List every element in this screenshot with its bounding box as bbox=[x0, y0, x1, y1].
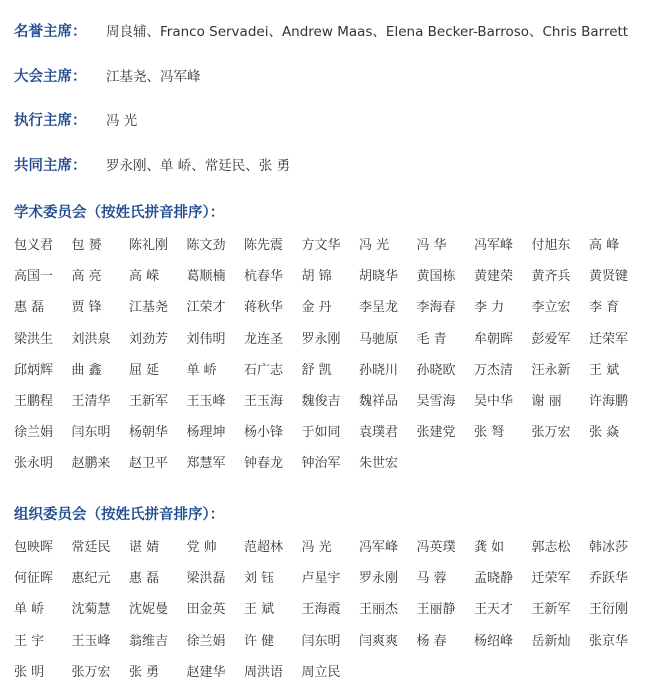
role-label: 大会主席： bbox=[14, 68, 87, 85]
member-name: 刘 钰 bbox=[244, 571, 275, 587]
member-name: 孙晓欧 bbox=[416, 362, 456, 378]
member-name: 付旭东 bbox=[531, 238, 571, 253]
role-names: 周良辅、Franco Servadei、Andrew Maas、Elena Becker-Barroso、Chris Barrett bbox=[106, 24, 629, 40]
member-name: 杨绍峰 bbox=[474, 633, 514, 649]
member-name: 钟春龙 bbox=[244, 456, 284, 472]
member-name: 单 峤 bbox=[14, 602, 45, 618]
member-name: 单 峤 bbox=[186, 362, 217, 378]
member-name: 沈菊慧 bbox=[71, 602, 111, 618]
member-name: 高 峰 bbox=[589, 238, 620, 253]
member-name: 黄建荣 bbox=[474, 269, 514, 285]
member-name: 谌 婧 bbox=[129, 540, 160, 555]
member-name: 高国一 bbox=[14, 269, 54, 285]
member-name: 张万宏 bbox=[531, 425, 571, 441]
member-name: 龙连圣 bbox=[244, 331, 284, 347]
member-name: 郭志松 bbox=[531, 540, 571, 555]
member-name: 谢 丽 bbox=[531, 393, 562, 409]
member-name: 党 帅 bbox=[186, 540, 217, 555]
member-name: 闫东明 bbox=[71, 425, 111, 441]
member-name: 张永明 bbox=[14, 456, 54, 472]
member-name: 金 丹 bbox=[301, 300, 332, 316]
member-name: 王 宇 bbox=[14, 633, 45, 649]
member-name: 韩冰莎 bbox=[589, 540, 629, 555]
member-name: 钟治军 bbox=[301, 456, 341, 472]
member-name: 杨朝华 bbox=[129, 425, 169, 441]
member-name: 王海霞 bbox=[301, 602, 341, 618]
member-name: 卢星宇 bbox=[301, 571, 341, 587]
member-name: 冯 光 bbox=[301, 540, 332, 555]
member-name: 胡晓华 bbox=[359, 269, 399, 285]
member-name: 惠纪元 bbox=[71, 571, 111, 587]
member-name: 李 力 bbox=[474, 300, 505, 316]
member-name: 冯 华 bbox=[416, 238, 447, 253]
member-name: 刘伟明 bbox=[186, 331, 226, 347]
role-names: 江基尧、冯军峰 bbox=[106, 69, 201, 85]
member-name: 蒋秋华 bbox=[244, 300, 284, 316]
member-name: 岳新灿 bbox=[531, 633, 571, 649]
member-name: 罗永刚 bbox=[301, 331, 341, 347]
member-name: 赵卫平 bbox=[129, 456, 169, 472]
member-name: 冯英璞 bbox=[416, 540, 456, 555]
member-name: 迁荣军 bbox=[589, 331, 629, 347]
role-honorary-chair bbox=[14, 19, 628, 41]
member-name: 黄国栋 bbox=[416, 269, 456, 285]
member-name: 张 焱 bbox=[589, 425, 620, 441]
member-name: 邱炳辉 bbox=[14, 362, 54, 378]
member-name: 罗永刚 bbox=[359, 571, 399, 587]
member-name: 惠 磊 bbox=[129, 571, 160, 587]
member-name: 杨小锋 bbox=[244, 425, 284, 441]
member-name: 马 蓉 bbox=[416, 571, 447, 587]
member-name: 石广志 bbox=[244, 362, 284, 378]
member-name: 牟朝晖 bbox=[474, 331, 514, 347]
member-name: 翁维吉 bbox=[129, 633, 169, 649]
member-name: 李海春 bbox=[416, 300, 456, 316]
member-name: 赵建华 bbox=[186, 664, 226, 680]
member-name: 吴中华 bbox=[474, 393, 514, 409]
member-name: 徐兰娟 bbox=[186, 633, 226, 649]
member-name: 张京华 bbox=[589, 633, 629, 649]
member-name: 包 赟 bbox=[71, 238, 102, 253]
role-names: 罗永刚、单 峤、常廷民、张 勇 bbox=[106, 158, 291, 174]
member-name: 乔跃华 bbox=[589, 571, 629, 587]
member-name: 袁璞君 bbox=[359, 425, 399, 441]
member-name: 王新军 bbox=[129, 393, 169, 409]
member-name: 陈文劲 bbox=[186, 238, 226, 253]
member-name: 江基尧 bbox=[129, 300, 169, 316]
member-name: 冯军峰 bbox=[474, 238, 514, 253]
member-name: 梁洪生 bbox=[14, 331, 54, 347]
member-name: 于如同 bbox=[301, 425, 341, 441]
member-name: 张万宏 bbox=[71, 664, 111, 680]
role-label: 共同主席： bbox=[14, 157, 87, 174]
member-name: 黄贤键 bbox=[589, 269, 629, 285]
member-name: 毛 青 bbox=[416, 331, 447, 347]
member-name: 陈礼刚 bbox=[129, 238, 169, 253]
member-name: 张 弩 bbox=[474, 425, 505, 441]
member-name: 闫爽爽 bbox=[359, 633, 399, 649]
member-name: 魏俊吉 bbox=[301, 393, 341, 409]
role-co-chair bbox=[14, 153, 290, 175]
organizing-committee-title: 组织委员会（按姓氏拼音排序）： bbox=[14, 507, 225, 523]
member-name: 陈先震 bbox=[244, 238, 284, 253]
member-name: 郑慧军 bbox=[186, 456, 226, 472]
role-names: 冯 光 bbox=[106, 113, 138, 129]
member-name: 杨 春 bbox=[416, 633, 447, 649]
member-name: 孙晓川 bbox=[359, 362, 399, 378]
member-name: 杭春华 bbox=[244, 269, 284, 285]
member-name: 刘劲芳 bbox=[129, 331, 169, 347]
member-name: 许 健 bbox=[244, 633, 275, 649]
member-name: 孟晓静 bbox=[474, 571, 514, 587]
member-name: 徐兰娟 bbox=[14, 425, 54, 441]
role-executive-chair bbox=[14, 108, 137, 130]
member-name: 吴雪海 bbox=[416, 393, 456, 409]
member-name: 田金英 bbox=[186, 602, 226, 618]
organizing-committee-grid bbox=[14, 537, 664, 693]
member-name: 王玉海 bbox=[244, 393, 284, 409]
member-name: 王新军 bbox=[531, 602, 571, 618]
member-name: 彭爱军 bbox=[531, 331, 571, 347]
member-name: 范超林 bbox=[244, 540, 284, 555]
member-name: 魏祥品 bbox=[359, 393, 399, 409]
role-congress-chair bbox=[14, 64, 201, 86]
member-name: 常廷民 bbox=[71, 540, 111, 555]
role-label: 执行主席： bbox=[14, 112, 87, 129]
member-name: 闫东明 bbox=[301, 633, 341, 649]
member-name: 王玉峰 bbox=[186, 393, 226, 409]
member-name: 王鹏程 bbox=[14, 393, 54, 409]
member-name: 贾 锋 bbox=[71, 300, 102, 316]
member-name: 杨理坤 bbox=[186, 425, 226, 441]
member-name: 赵鹏来 bbox=[71, 456, 111, 472]
member-name: 何征晖 bbox=[14, 571, 54, 587]
member-name: 许海鹏 bbox=[589, 393, 629, 409]
member-name: 王清华 bbox=[71, 393, 111, 409]
member-name: 高 嵘 bbox=[129, 269, 160, 285]
member-name: 沈妮曼 bbox=[129, 602, 169, 618]
member-name: 朱世宏 bbox=[359, 456, 399, 472]
member-name: 惠 磊 bbox=[14, 300, 45, 316]
member-name: 王丽杰 bbox=[359, 602, 399, 618]
member-name: 李立宏 bbox=[531, 300, 571, 316]
member-name: 汪永新 bbox=[531, 362, 571, 378]
role-label: 名誉主席： bbox=[14, 23, 87, 40]
member-name: 包映晖 bbox=[14, 540, 54, 555]
member-name: 马驰原 bbox=[359, 331, 399, 347]
member-name: 龚 如 bbox=[474, 540, 505, 555]
member-name: 王天才 bbox=[474, 602, 514, 618]
member-name: 张 勇 bbox=[129, 664, 160, 680]
member-name: 张建党 bbox=[416, 425, 456, 441]
academic-committee-title: 学术委员会（按姓氏拼音排序）： bbox=[14, 205, 225, 221]
member-name: 王玉峰 bbox=[71, 633, 111, 649]
member-name: 冯军峰 bbox=[359, 540, 399, 555]
member-name: 万杰清 bbox=[474, 362, 514, 378]
member-name: 周立民 bbox=[301, 664, 341, 680]
member-name: 舒 凯 bbox=[301, 362, 332, 378]
member-name: 黄齐兵 bbox=[531, 269, 571, 285]
member-name: 江荣才 bbox=[186, 300, 226, 316]
member-name: 方文华 bbox=[301, 238, 341, 253]
member-name: 胡 锦 bbox=[301, 269, 332, 285]
member-name: 刘洪泉 bbox=[71, 331, 111, 347]
member-name: 曲 鑫 bbox=[71, 362, 102, 378]
member-name: 李呈龙 bbox=[359, 300, 399, 316]
member-name: 屈 延 bbox=[129, 362, 160, 378]
member-name: 王 斌 bbox=[589, 362, 620, 378]
member-name: 王丽静 bbox=[416, 602, 456, 618]
member-name: 迁荣军 bbox=[531, 571, 571, 587]
member-name: 王 斌 bbox=[244, 602, 275, 618]
member-name: 高 亮 bbox=[71, 269, 102, 285]
member-name: 冯 光 bbox=[359, 238, 390, 253]
member-name: 王衍刚 bbox=[589, 602, 629, 618]
member-name: 周洪语 bbox=[244, 664, 284, 680]
member-name: 包义君 bbox=[14, 238, 54, 253]
academic-committee-grid bbox=[14, 235, 664, 485]
member-name: 葛顺楠 bbox=[186, 269, 226, 285]
member-name: 张 明 bbox=[14, 664, 45, 680]
member-name: 李 育 bbox=[589, 300, 620, 316]
member-name: 梁洪磊 bbox=[186, 571, 226, 587]
